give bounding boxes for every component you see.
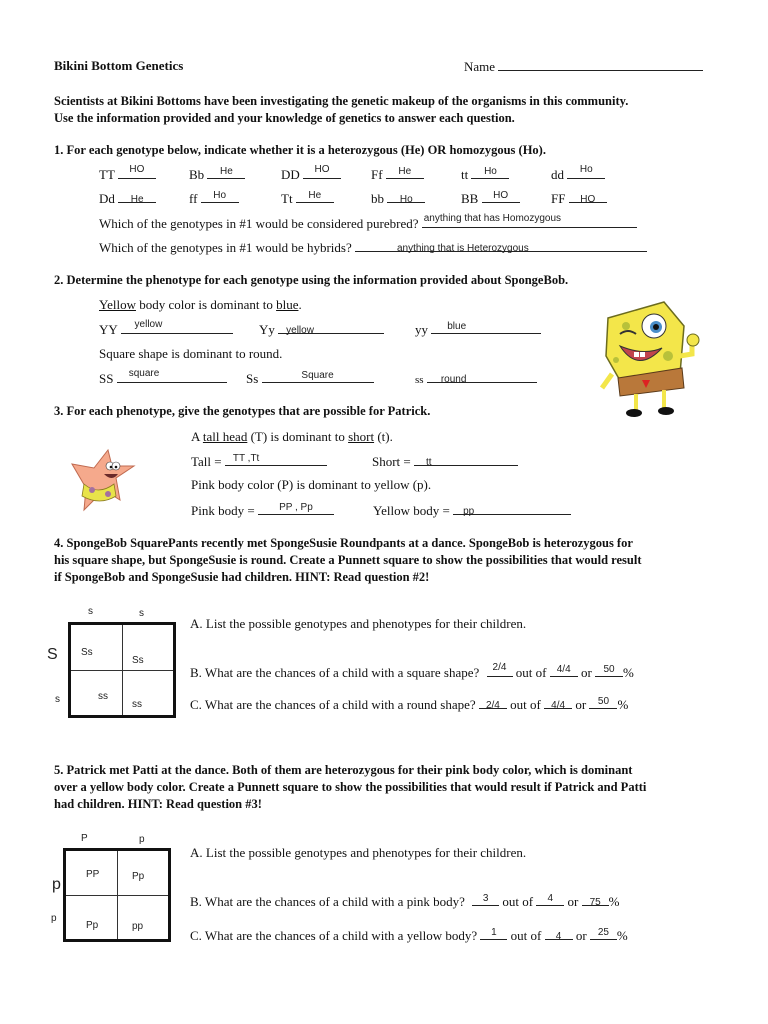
q3-yellow: Yellow body = pp <box>373 502 571 519</box>
allele-left-1: p <box>52 876 61 893</box>
punnett-cell[interactable]: PP <box>86 869 100 880</box>
q4-prompt-line-2: his square shape, but SpongeSusie is round. Create a Punnett square to show the possibilities that would result <box>54 553 642 567</box>
q3-rule-color: Pink body color (P) is dominant to yellow (p). <box>191 477 432 492</box>
q2-item: Yy yellow <box>259 321 384 338</box>
answer-blank[interactable]: yellow <box>278 321 384 334</box>
spongebob-icon <box>596 296 706 420</box>
answer-blank[interactable]: He <box>296 190 334 203</box>
q2-rule-shape: Square shape is dominant to round. <box>99 346 283 361</box>
q1-item: Tt He <box>281 190 334 207</box>
intro-line-1: Scientists at Bikini Bottoms have been investigating the genetic makeup of the organisms in this community. <box>54 94 629 108</box>
c-denominator-blank[interactable]: 4 <box>545 927 573 940</box>
q5-prompt-line-1: 5. Patrick met Patti at the dance. Both of them are heterozygous for their pink body color, which is dominant <box>54 763 633 777</box>
allele-left-1: S <box>47 646 58 663</box>
b-denominator-blank[interactable]: 4 <box>536 893 564 906</box>
punnett-cell[interactable]: Ss <box>132 655 144 666</box>
q1-hybrid: Which of the genotypes in #1 would be hybrids? anything that is Heterozygous <box>99 239 647 256</box>
q3-pink: Pink body = PP , Pp <box>191 502 334 519</box>
answer-blank[interactable]: HO <box>569 190 607 203</box>
q2-item: ss round <box>415 370 537 387</box>
q1-item: tt Ho <box>461 166 509 183</box>
b-percent-blank[interactable]: 50 <box>595 664 623 677</box>
allele-top-2: p <box>139 834 145 845</box>
q5-part-b: B. What are the chances of a child with a pink body? 3 out of 4 or 75 % <box>190 893 620 909</box>
answer-blank[interactable]: Ho <box>387 190 425 203</box>
b-numerator-blank[interactable]: 2/4 <box>487 664 513 677</box>
answer-blank[interactable]: Ho <box>471 166 509 179</box>
q1-item: DD HO <box>281 166 341 183</box>
q4-prompt-line-1: 4. SpongeBob SquarePants recently met SpongeSusie Roundpants at a dance. SpongeBob is heterozygous for <box>54 536 633 550</box>
q4-part-b: B. What are the chances of a child with a square shape? 2/4 out of 4/4 or 50 % <box>190 662 634 680</box>
short-answer-blank[interactable]: tt <box>414 453 518 466</box>
b-numerator-blank[interactable]: 3 <box>472 893 499 906</box>
q3-short: Short = tt <box>372 453 518 470</box>
punnett-grid <box>68 622 176 718</box>
name-blank[interactable] <box>498 58 703 71</box>
q5-part-a: A. List the possible genotypes and phenotypes for their children. <box>190 845 527 860</box>
punnett-cell[interactable]: Ss <box>81 647 93 658</box>
answer-blank[interactable]: square <box>117 370 227 383</box>
punnett-cell[interactable]: pp <box>132 921 144 932</box>
q1-item: Ff He <box>371 166 424 183</box>
q1-item: FF HO <box>551 190 607 207</box>
q2-prompt: 2. Determine the phenotype for each genotype using the information provided about SpongeBob. <box>54 273 569 287</box>
answer-blank[interactable]: Ho <box>201 190 239 203</box>
allele-left-2: s <box>55 694 60 705</box>
answer-blank[interactable]: He <box>118 190 156 203</box>
intro-line-2: Use the information provided and your knowledge of genetics to answer each question. <box>54 111 515 125</box>
q3-rule-height: A tall head (T) is dominant to short (t). <box>191 429 393 444</box>
c-percent-blank[interactable]: 25 <box>590 927 617 940</box>
punnett-cell[interactable]: Pp <box>86 920 99 931</box>
answer-blank[interactable]: He <box>207 166 245 179</box>
q4-part-a: A. List the possible genotypes and phenotypes for their children. <box>190 616 527 631</box>
allele-top-2: s <box>139 608 144 619</box>
q4-prompt-line-3: if SpongeBob and SpongeSusie had children. HINT: Read question #2! <box>54 570 430 584</box>
answer-blank[interactable]: Square <box>262 370 374 383</box>
q2-item: Ss Square <box>246 370 374 387</box>
q2-rule-color: Yellow body color is dominant to blue. <box>99 297 302 312</box>
q5-prompt-line-2: over a yellow body color. Create a Punnett square to show the possibilities that would result if Patrick and Patti <box>54 780 647 794</box>
answer-blank[interactable]: HO <box>303 166 341 179</box>
yellow-answer-blank[interactable]: pp <box>453 502 571 515</box>
q1-item: bb Ho <box>371 190 425 207</box>
answer-blank[interactable]: round <box>427 370 537 383</box>
answer-blank[interactable]: Ho <box>567 166 605 179</box>
q2-item: yy blue <box>415 321 541 338</box>
answer-blank[interactable]: yellow <box>121 321 233 334</box>
q4-part-c: C. What are the chances of a child with a round shape? 2/4 out of 4/4 or 50 % <box>190 696 629 712</box>
answer-blank[interactable]: HO <box>482 190 520 203</box>
pink-answer-blank[interactable]: PP , Pp <box>258 502 334 515</box>
q2-item: SS square <box>99 370 227 387</box>
q3-tall: Tall = TT ,Tt <box>191 453 327 470</box>
name-field[interactable] <box>464 58 703 75</box>
q1-item: ff Ho <box>189 190 239 207</box>
punnett-cell[interactable]: ss <box>132 699 142 710</box>
patrick-image <box>64 444 136 516</box>
allele-top-1: P <box>81 833 88 844</box>
q1-item: Bb He <box>189 166 245 183</box>
answer-blank[interactable]: He <box>386 166 424 179</box>
allele-top-1: s <box>88 606 93 617</box>
c-percent-blank[interactable]: 50 <box>589 696 617 709</box>
b-denominator-blank[interactable]: 4/4 <box>550 664 578 677</box>
q2-item: YY yellow <box>99 321 233 338</box>
q1-item: TT HO <box>99 166 156 183</box>
q1-item: BB HO <box>461 190 520 207</box>
punnett-cell[interactable]: ss <box>98 691 108 702</box>
hybrid-answer-blank[interactable]: anything that is Heterozygous <box>355 239 647 252</box>
worksheet-title: Bikini Bottom Genetics <box>54 58 184 73</box>
q1-item: Dd He <box>99 190 156 207</box>
c-denominator-blank[interactable]: 4/4 <box>544 696 572 709</box>
c-numerator-blank[interactable]: 2/4 <box>479 696 507 709</box>
q3-prompt: 3. For each phenotype, give the genotypes that are possible for Patrick. <box>54 404 431 418</box>
q1-purebred: Which of the genotypes in #1 would be considered purebred? anything that has Homozygous <box>99 215 637 232</box>
b-percent-blank[interactable]: 75 <box>582 893 609 906</box>
punnett-cell[interactable]: Pp <box>132 871 145 882</box>
tall-answer-blank[interactable]: TT ,Tt <box>225 453 327 466</box>
answer-blank[interactable]: HO <box>118 166 156 179</box>
allele-left-2: p <box>51 913 57 924</box>
name-label: Name <box>464 59 496 74</box>
punnett-grid <box>63 848 171 942</box>
purebred-answer-blank[interactable]: anything that has Homozygous <box>422 215 637 228</box>
spongebob-image <box>596 296 706 420</box>
answer-blank[interactable]: blue <box>431 321 541 334</box>
q1-item: dd Ho <box>551 166 605 183</box>
q5-part-c: C. What are the chances of a child with a yellow body? 1 out of 4 or 25 % <box>190 927 628 943</box>
q5-prompt-line-3: had children. HINT: Read question #3! <box>54 797 262 811</box>
patrick-icon <box>64 444 136 516</box>
c-numerator-blank[interactable]: 1 <box>480 927 507 940</box>
q1-prompt: 1. For each genotype below, indicate whether it is a heterozygous (He) OR homozygous (Ho). <box>54 143 546 157</box>
